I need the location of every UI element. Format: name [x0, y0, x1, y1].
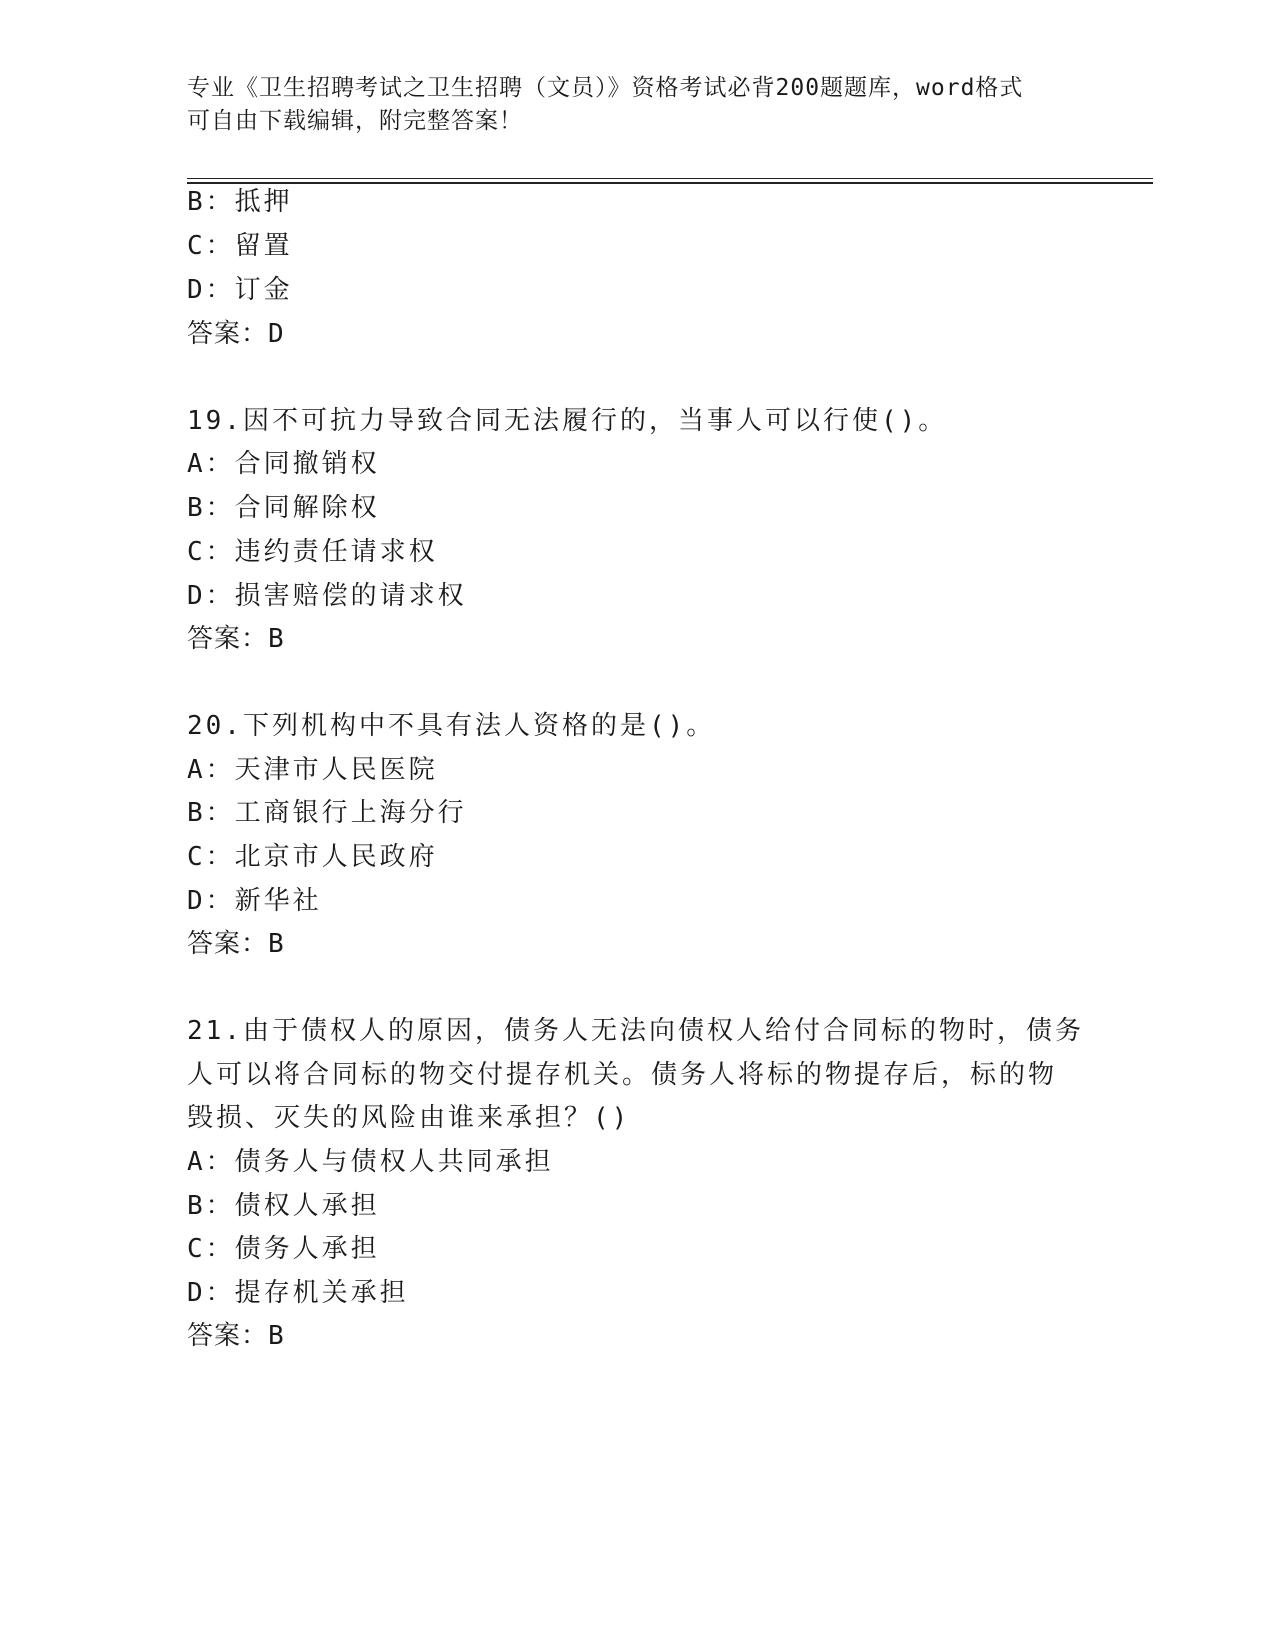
option-d: D：订金	[187, 275, 293, 305]
header-rule-thick	[187, 182, 1153, 184]
option-d: D：损害赔偿的请求权	[187, 581, 467, 611]
option-c: C：违约责任请求权	[187, 537, 438, 567]
option-b: B：合同解除权	[187, 493, 380, 523]
answer: 答案：B	[187, 624, 285, 654]
question-stem-line-1: 21.由于债权人的原因，债务人无法向债权人给付合同标的物时，债务	[187, 1016, 1084, 1046]
option-d: D：新华社	[187, 886, 322, 916]
header-line-2: 可自由下载编辑，附完整答案！	[187, 108, 523, 134]
answer: 答案：B	[187, 1321, 285, 1351]
option-b: B：抵押	[187, 187, 293, 217]
question-stem-line-3: 毁损、灭失的风险由谁来承担？()	[187, 1103, 631, 1133]
question-stem-line-2: 人可以将合同标的物交付提存机关。债务人将标的物提存后，标的物	[187, 1060, 1058, 1090]
option-c: C：债务人承担	[187, 1234, 380, 1264]
header-rule-thin	[187, 178, 1153, 179]
option-b: B：债权人承担	[187, 1191, 380, 1221]
option-a: A：合同撤销权	[187, 449, 380, 479]
option-c: C：北京市人民政府	[187, 842, 438, 872]
question-stem: 20.下列机构中不具有法人资格的是()。	[187, 711, 716, 741]
option-b: B：工商银行上海分行	[187, 798, 467, 828]
header-line-1: 专业《卫生招聘考试之卫生招聘（文员）》资格考试必背200题题库，word格式	[187, 75, 1024, 101]
question-stem: 19.因不可抗力导致合同无法履行的，当事人可以行使()。	[187, 406, 948, 436]
option-a: A：债务人与债权人共同承担	[187, 1147, 554, 1177]
document-header	[187, 72, 1067, 138]
option-c: C：留置	[187, 231, 293, 261]
answer: 答案：D	[187, 319, 285, 349]
option-d: D：提存机关承担	[187, 1278, 409, 1308]
option-a: A：天津市人民医院	[187, 755, 438, 785]
answer: 答案：B	[187, 929, 285, 959]
